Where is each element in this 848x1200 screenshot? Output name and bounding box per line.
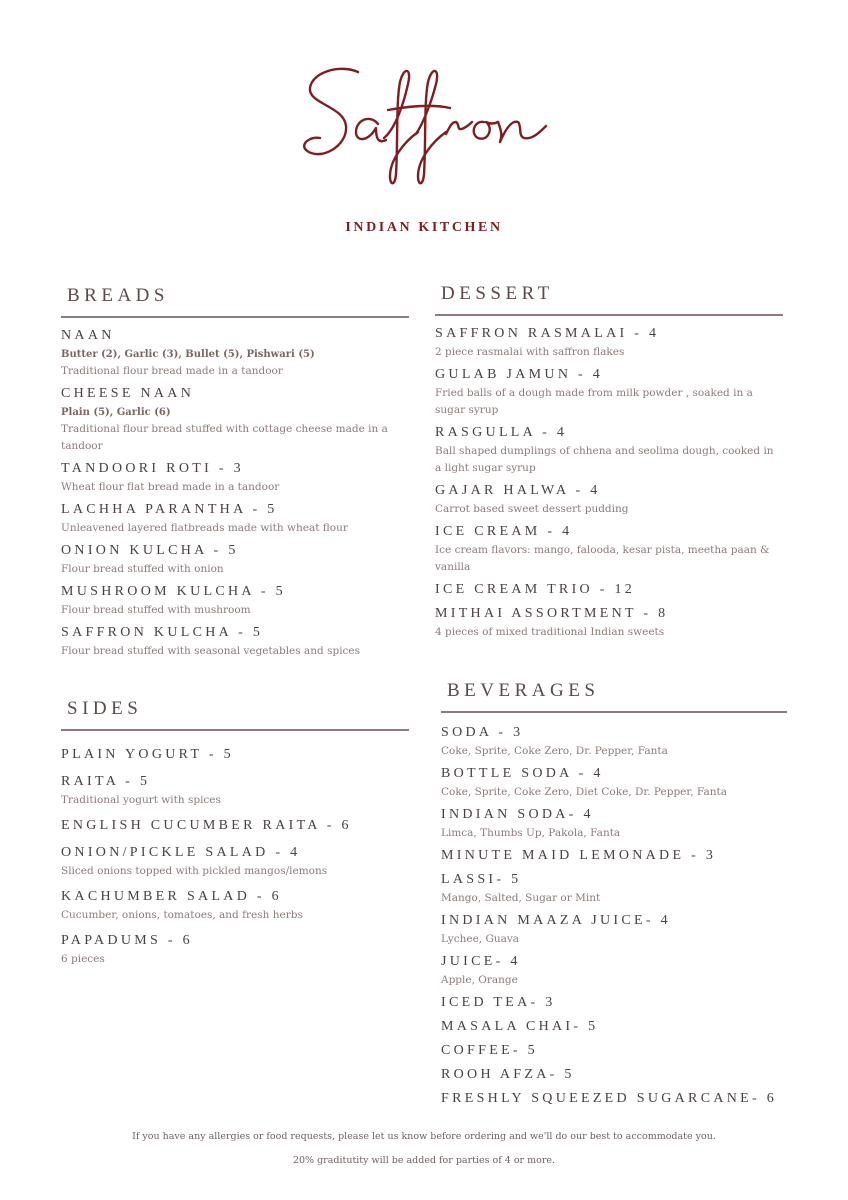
menu-item bbox=[435, 423, 783, 477]
menu-items bbox=[435, 324, 783, 641]
menu-item-name: ONION/PICKLE SALAD - 4 bbox=[61, 845, 301, 860]
menu-item-description: Traditional flour bread stuffed with cottage cheese made in a tandoor bbox=[61, 423, 388, 452]
menu-item-name: FRESHLY SQUEEZED SUGARCANE- 6 bbox=[441, 1091, 778, 1106]
menu-item-name: ONION KULCHA - 5 bbox=[61, 543, 239, 558]
section-divider bbox=[435, 314, 783, 316]
section-dessert bbox=[435, 281, 783, 645]
menu-item-name: ROOH AFZA- 5 bbox=[441, 1067, 575, 1082]
menu-item bbox=[435, 324, 783, 361]
menu-item bbox=[441, 911, 787, 948]
menu-item-name: SODA - 3 bbox=[441, 725, 524, 740]
menu-item-description: Carrot based sweet dessert pudding bbox=[435, 503, 629, 515]
menu-item bbox=[61, 745, 409, 765]
menu-item-name: MASALA CHAI- 5 bbox=[441, 1019, 599, 1034]
menu-item-description: Traditional flour bread made in a tandoor bbox=[61, 365, 283, 377]
menu-item bbox=[61, 541, 409, 578]
section-title: DESSERT bbox=[441, 283, 554, 304]
menu-item-description: Fried balls of a dough made from milk powder , soaked in a sugar syrup bbox=[435, 387, 753, 416]
menu-item-description: Sliced onions topped with pickled mangos/lemons bbox=[61, 865, 328, 877]
menu-item bbox=[441, 764, 787, 801]
menu-items bbox=[441, 723, 787, 1109]
menu-item bbox=[435, 522, 783, 576]
gratuity-note: 20% graditutity will be added for parties of 4 or more. bbox=[292, 1155, 556, 1166]
allergy-note: If you have any allergies or food requests, please let us know before ordering and we'll do our best to accommodate you. bbox=[132, 1131, 716, 1142]
menu-item bbox=[435, 365, 783, 419]
menu-item-name: LACHHA PARANTHA - 5 bbox=[61, 502, 278, 517]
menu-item bbox=[441, 870, 787, 907]
menu-item bbox=[61, 772, 409, 809]
restaurant-subtitle: INDIAN KITCHEN bbox=[345, 220, 503, 235]
menu-item bbox=[441, 723, 787, 760]
menu-item bbox=[61, 623, 409, 660]
menu-item-description: Flour bread stuffed with onion bbox=[61, 563, 224, 575]
menu-item bbox=[61, 326, 409, 380]
menu-item-name: ENGLISH CUCUMBER RAITA - 6 bbox=[61, 818, 352, 833]
menu-item-name: ICE CREAM TRIO - 12 bbox=[435, 582, 636, 597]
menu-item-name: KACHUMBER SALAD - 6 bbox=[61, 889, 282, 904]
menu-item-name: MITHAI ASSORTMENT - 8 bbox=[435, 606, 669, 621]
menu-item bbox=[61, 843, 409, 880]
menu-item-description: Traditional yogurt with spices bbox=[61, 794, 221, 806]
section-divider bbox=[61, 316, 409, 318]
menu-item bbox=[61, 384, 409, 455]
saffron-logo bbox=[300, 62, 552, 190]
menu-item-description: Unleavened layered flatbreads made with wheat flour bbox=[61, 522, 348, 534]
menu-item bbox=[441, 805, 787, 842]
menu-item-description: Flour bread stuffed with seasonal vegetables and spices bbox=[61, 645, 361, 657]
menu-item-name: COFFEE- 5 bbox=[441, 1043, 538, 1058]
menu-item-name: JUICE- 4 bbox=[441, 954, 521, 969]
menu-item-description: Flour bread stuffed with mushroom bbox=[61, 604, 251, 616]
menu-item-description: Wheat flour flat bread made in a tandoor bbox=[61, 481, 280, 493]
section-breads bbox=[61, 283, 409, 664]
menu-item-description: 2 piece rasmalai with saffron flakes bbox=[435, 346, 625, 358]
menu-item-name: LASSI- 5 bbox=[441, 872, 522, 887]
section-title: SIDES bbox=[67, 698, 143, 719]
menu-item bbox=[61, 459, 409, 496]
menu-item-name: GAJAR HALWA - 4 bbox=[435, 483, 601, 498]
menu-item-name: NAAN bbox=[61, 328, 115, 343]
menu-item-name: SAFFRON KULCHA - 5 bbox=[61, 625, 264, 640]
menu-item-name: ICED TEA- 3 bbox=[441, 995, 556, 1010]
menu-item-name: SAFFRON RASMALAI - 4 bbox=[435, 326, 660, 341]
section-sides bbox=[61, 696, 409, 975]
menu-item-description: Coke, Sprite, Coke Zero, Diet Coke, Dr. Pepper, Fanta bbox=[441, 786, 727, 798]
menu-item-name: INDIAN MAAZA JUICE- 4 bbox=[441, 913, 671, 928]
menu-item-name: RASGULLA - 4 bbox=[435, 425, 568, 440]
menu-item bbox=[441, 1089, 787, 1109]
menu-item bbox=[435, 481, 783, 518]
menu-item-description: Cucumber, onions, tomatoes, and fresh herbs bbox=[61, 909, 303, 921]
menu-item-description: Coke, Sprite, Coke Zero, Dr. Pepper, Fanta bbox=[441, 745, 668, 757]
menu-item-name: GULAB JAMUN - 4 bbox=[435, 367, 604, 382]
menu-item bbox=[61, 887, 409, 924]
menu-item-name: ICE CREAM - 4 bbox=[435, 524, 573, 539]
menu-item-name: BOTTLE SODA - 4 bbox=[441, 766, 604, 781]
menu-item bbox=[441, 1041, 787, 1061]
menu-item-description: Limca, Thumbs Up, Pakola, Fanta bbox=[441, 827, 621, 839]
menu-item-description: Mango, Salted, Sugar or Mint bbox=[441, 892, 601, 904]
menu-item-name: CHEESE NAAN bbox=[61, 386, 195, 401]
menu-item-name: RAITA - 5 bbox=[61, 774, 151, 789]
section-title: BREADS bbox=[67, 285, 169, 306]
section-divider bbox=[441, 711, 787, 713]
menu-item-description: Ball shaped dumplings of chhena and seolima dough, cooked in a light sugar syrup bbox=[435, 445, 774, 474]
menu-item-options: Butter (2), Garlic (3), Bullet (5), Pishwari (5) bbox=[61, 349, 315, 360]
menu-item-name: INDIAN SODA- 4 bbox=[441, 807, 594, 822]
menu-item-name: MUSHROOM KULCHA - 5 bbox=[61, 584, 286, 599]
menu-item-description: Apple, Orange bbox=[441, 974, 518, 986]
menu-item bbox=[435, 580, 783, 600]
section-title: BEVERAGES bbox=[447, 680, 600, 701]
saffron-script-wordmark bbox=[300, 62, 552, 190]
menu-item-description: Ice cream flavors: mango, falooda, kesar pista, meetha paan & vanilla bbox=[435, 544, 770, 573]
menu-item-description: 6 pieces bbox=[61, 953, 105, 965]
menu-items bbox=[61, 326, 409, 660]
section-beverages bbox=[441, 678, 787, 1113]
menu-item-description: 4 pieces of mixed traditional Indian sweets bbox=[435, 626, 665, 638]
menu-item bbox=[441, 993, 787, 1013]
menu-item bbox=[441, 1065, 787, 1085]
menu-item bbox=[61, 582, 409, 619]
menu-item-name: TANDOORI ROTI - 3 bbox=[61, 461, 244, 476]
menu-item-options: Plain (5), Garlic (6) bbox=[61, 407, 171, 418]
menu-item bbox=[441, 952, 787, 989]
menu-item bbox=[441, 846, 787, 866]
menu-item-name: MINUTE MAID LEMONADE - 3 bbox=[441, 848, 717, 863]
menu-items bbox=[61, 745, 409, 968]
menu-item bbox=[61, 500, 409, 537]
menu-item-name: PLAIN YOGURT - 5 bbox=[61, 747, 234, 762]
menu-item-name: PAPADUMS - 6 bbox=[61, 933, 193, 948]
menu-item bbox=[441, 1017, 787, 1037]
section-divider bbox=[61, 729, 409, 731]
menu-item bbox=[61, 931, 409, 968]
menu-item bbox=[61, 816, 409, 836]
menu-item bbox=[435, 604, 783, 641]
menu-item-description: Lychee, Guava bbox=[441, 933, 520, 945]
